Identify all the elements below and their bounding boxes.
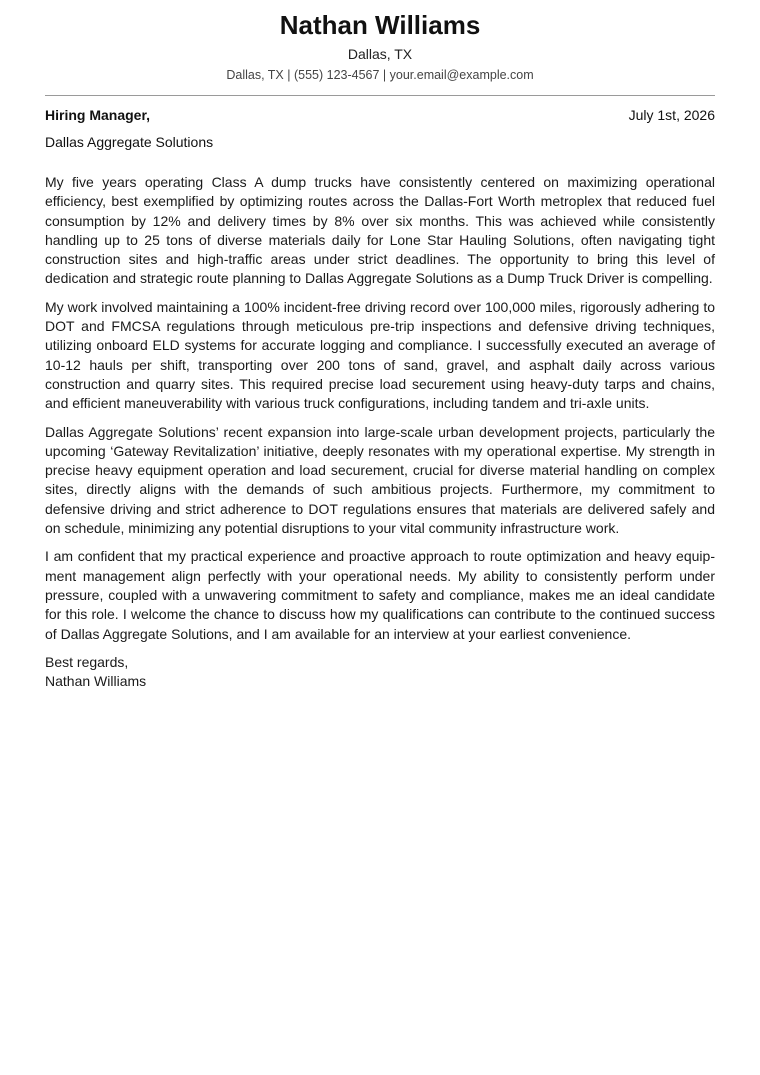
body-paragraph: Dallas Aggregate Solutions’ recent expansion into large-scale urban development projects, particularly the upcoming ‘Gateway Revitalization’ initiative, deeply resonates with my operational expertise. My strength in precise heavy equipment operation and load securement, crucial for diverse material handling on complex sites, directly aligns with the demands of such ambitious projects. Furthermore, my commitment to defensive driving and strict adherence to DOT regulations ensures that materials are delivered safely and on schedule, minimizing any potential disruptions to your vital community infrastructure work. (45, 423, 715, 537)
body-paragraph: My five years operating Class A dump trucks have consistently centered on maximizing operational efficiency, best exemplified by optimizing routes across the Dallas-Fort Worth metroplex that reduced fuel consumption by 12% and delivery times by 8% over six months. This was achieved while consistently handling up to 25 tons of diverse materials daily for Lone Star Hauling Solutions, often navigating tight construction sites and high-traffic areas under strict deadlines. The opportunity to bring this level of dedication and strategic route planning to Dallas Aggregate Solutions as a Dump Truck Driver is compelling. (45, 174, 715, 287)
letter-closing (45, 653, 715, 691)
sender-contact-line: Dallas, TX | (555) 123-4567 | your.email@example.com (226, 68, 534, 82)
body-paragraph: I am confident that my practical experience and proactive approach to route optimization and heavy equipment management align perfectly with your operational needs. My ability to consistently perform under pressure, coupled with a unwavering commitment to safety and compliance, makes me an ideal candidate for this role. I welcome the chance to discuss how my qualifications can contribute to the continued success of Dallas Aggregate Solutions, and I am available for an interview at your earliest convenience. (45, 548, 715, 642)
signature-name: Nathan Williams (45, 672, 147, 689)
body-paragraph: My work involved maintaining a 100% incident-free driving record over 100,000 miles, rigorously adhering to DOT and FMCSA regulations through meticulous pre-trip inspections and defensive driving techniques, utilizing onboard ELD systems for accurate logging and compliance. I successfully executed an average of 10-12 hauls per shift, transporting over 200 tons of sand, gravel, and asphalt daily across various construction and quarry sites. This required precise load securement using heavy-duty tarps and chains, and efficient maneuverability with various truck configurations, including tandem and tri-axle units. (45, 298, 715, 412)
header-divider (45, 95, 715, 96)
closing-phrase: Best regards, (45, 653, 129, 670)
recipient-salutation: Hiring Manager, (45, 107, 151, 123)
letter-header (45, 0, 715, 83)
sender-city: Dallas, TX (347, 46, 413, 62)
letter-body (45, 173, 715, 644)
letter-date: July 1st, 2026 (628, 107, 715, 123)
recipient-company: Dallas Aggregate Solutions (45, 134, 214, 150)
sender-name: Nathan Williams (279, 10, 481, 40)
recipient-date-row (45, 106, 715, 124)
